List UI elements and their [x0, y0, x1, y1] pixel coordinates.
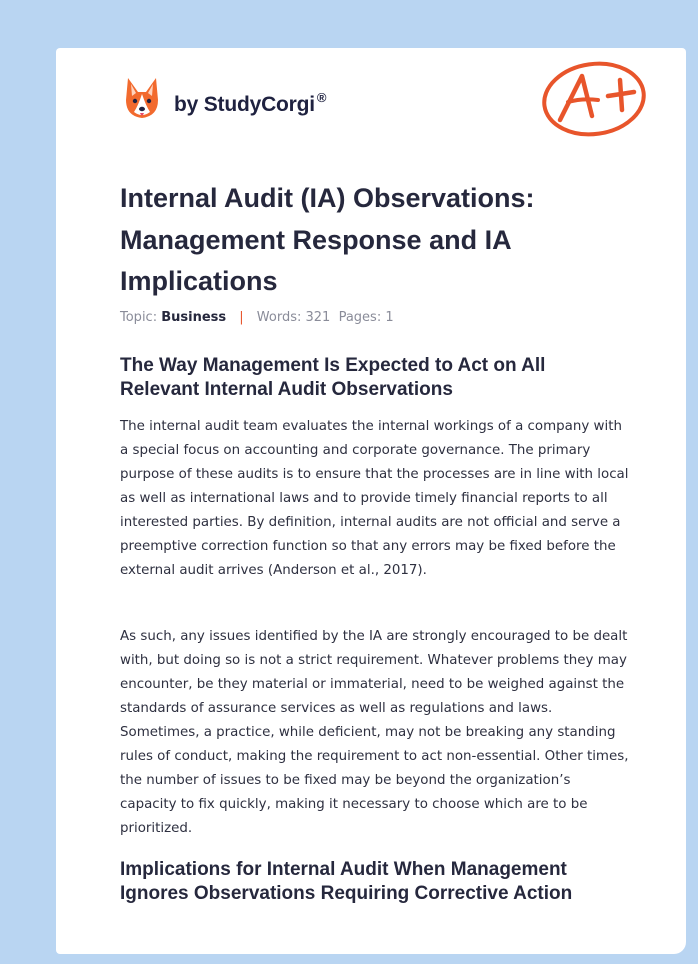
paragraph: The internal audit team evaluates the internal workings of a company with a special focus on accounting and corporate governance. The primary purpose of these audits is to ensure that the processes are in line with local as well as international laws and to provide timely financial reports to all interested parties. By definition, internal audits are not official and serve a preemptive correction function so that any errors may be fixed before the external audit arrives (Anderson et al., 2017).	[120, 419, 629, 578]
brand-name: by StudyCorgi ®	[174, 90, 327, 116]
document-title: Internal Audit (IA) Observations: Management Response and IA Implications	[120, 183, 535, 296]
brand-header[interactable]	[122, 76, 326, 122]
document-page	[56, 48, 686, 954]
document-meta	[120, 310, 394, 325]
corgi-icon	[122, 76, 162, 122]
meta-separator: |	[239, 310, 244, 325]
word-count: Words: 321	[256, 310, 331, 325]
topic-link[interactable]: Business	[161, 310, 227, 325]
a-plus-grade-icon	[538, 58, 650, 138]
section-heading: Implications for Internal Audit When Management Ignores Observations Requiring Corrective Action	[120, 859, 573, 904]
section-heading: The Way Management Is Expected to Act on All Relevant Internal Audit Observations	[120, 355, 546, 400]
page-count: Pages: 1	[338, 310, 394, 325]
topic-label: Topic:	[120, 310, 158, 325]
paragraph: As such, any issues identified by the IA are strongly encouraged to be dealt with, but doing so is not a strict requirement. Whatever problems they may encounter, be they material or immaterial, need to be weighed against the standards of assurance services as well as regulations and laws. Sometimes, a practice, while deficient, may not be breaking any standing rules of conduct, making the requirement to act non-essential. Other times, the number of issues to be fixed may be beyond the organization’s capacity to fix quickly, making it necessary to choose which are to be prioritized.	[120, 629, 629, 836]
